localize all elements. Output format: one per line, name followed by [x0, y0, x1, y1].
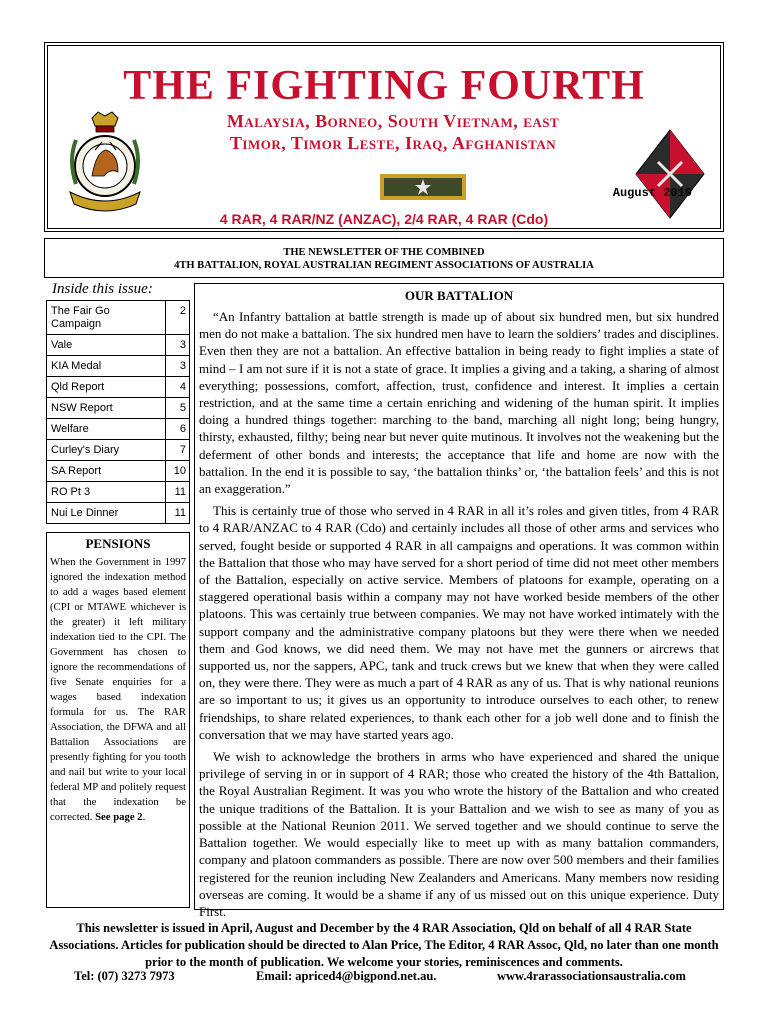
- toc-item[interactable]: NSW Report 5: [46, 397, 190, 418]
- subtitle-line-1: Malaysia, Borneo, South Vietnam, east: [226, 111, 560, 131]
- pensions-body: When the Government in 1997 ignored the indexation method to add a wages based element (CPI or MTAWE whichever is the greater) it left military indexation tied to the CPI. The Government has chosen to ignore the recommendations of five Senate enquiries for a wages based indexation formula for us. The RAR Association, the DFWA and all Battalion Associations are presently fighting for you tooth and nail but write to your local federal MP and politely request that the indexation be corrected.: [50, 556, 186, 823]
- battalions-line: 4 RAR, 4 RAR/NZ (ANZAC), 2/4 RAR, 4 RAR (Cdo): [219, 211, 549, 227]
- article-paragraph: “An Infantry battalion at battle strength is made up of about six hundred men, but six hundred men do not make a battalion. The six hundred men have to learn the soldiers’ trades and disciplines. Even then they are not a battalion. An effective battalion in being ready to fight implies a state of mind – I am not sure if it is not a state of grace. It implies a giving and a taking, a sharing of almost everything; possessions, comfort, affection, trust, confidence and interest. It implies a certain restriction, and at the same time a certain enriching and widening of the human spirit. It implies doing a hundred things together: marching to the band, marching all night long; being hungry, thirsty, exhausted, filthy; being near but never quite mutinous. It involves not the weakening but the deferment of other bonds and interests; the acceptance that life and home are now with the battalion. In the end it is possible to say, ‘the battalion thinks’ or, ‘the battalion feels’ and this is not an exaggeration.”: [199, 309, 719, 497]
- contact-email[interactable]: Email: apriced4@bigpond.net.au.: [256, 969, 437, 983]
- newsletter-header: [44, 238, 724, 278]
- subtitle-line-2: Timor, Timor Leste, Iraq, Afghanistan: [229, 133, 557, 153]
- battalion-colour-patch-icon: [630, 124, 710, 224]
- toc-item[interactable]: KIA Medal 3: [46, 355, 190, 376]
- toc-item[interactable]: SA Report 10: [46, 460, 190, 481]
- article-paragraph: We wish to acknowledge the brothers in arms who have experienced and shared the unique privilege of serving in or in support of 4 RAR; those who created the history of the 4th Battalion, the Royal Australian Regiment. It was you who wrote the history of the Battalion and who created the unique traditions of the Battalion. It is your Battalion and we wish to see as many of you as possible at the National Reunion 2011. We served together and we should continue to serve the Battalion together. We would especially like to meet up with as many battalion commanders, company and platoon commanders as possible. There are now over 500 members and their families registered for the reunion including New Zealanders and Americans. Many members now residing overseas are coming. It would be a shame if any of us missed out on this unique experience. Duty First.: [199, 749, 719, 919]
- article-heading: OUR BATTALION: [404, 288, 514, 303]
- toc-item[interactable]: Nui Le Dinner 11: [46, 502, 190, 524]
- contact-telephone: Tel: (07) 3273 7973: [74, 969, 175, 983]
- pensions-text: When the Government in 1997 ignored the indexation method to add a wages based element (CPI or MTAWE whichever is the greater) it left military indexation tied to the CPI. The Government has chosen to ignore the recommendations of five Senate enquiries for a wages based indexation formula for us. The RAR Association, the DFWA and all Battalion Associations are presently fighting for you tooth and nail but write to your local federal MP and politely request that the indexation be corrected. See page 2.: [50, 556, 186, 823]
- article-paragraph: This is certainly true of those who served in 4 RAR in all it’s roles and given titles, from 4 RAR to 4 RAR/ANZAC to 4 RAR (Cdo) and certainly includes all those of other arms and services who served, fought beside or supported 4 RAR in all campaigns and operations. It was common within the Battalion that those who may have served for a short period of time did not meet other members of the Battalion, especially on active service. Members of platoons for example, operating on a staggered operational basis within a company may not have worked beside members of the other platoons. This was certainly true between companies. We may not have worked intimately with the support company and the administrative company platoons but they were there when we needed them and God knows, we did need them. We may not have met the gunners or aircrews that supported us, nor the sappers, APC, tank and truck crews but we knew that when they were called on, they were there. They were as much a part of 4 RAR as any of us. That is why national reunions are so important to us; it gives us an opportunity to introduce ourselves to each other, to renew friendships, to share related experiences, to thank each other for a job well done and to finish the conversation that we may have started years ago.: [199, 503, 719, 742]
- pensions-heading: PENSIONS: [85, 536, 151, 551]
- unit-citation-ribbon-icon: [378, 166, 468, 206]
- newsletter-header-line-1: THE NEWSLETTER OF THE COMBINED: [283, 247, 485, 258]
- toc-item[interactable]: Welfare 6: [46, 418, 190, 439]
- issue-date: August 2010: [612, 186, 692, 200]
- pensions-box: [46, 532, 190, 908]
- inside-issue-label: Inside this issue:: [52, 281, 153, 297]
- regiment-crest-icon: [62, 110, 148, 220]
- masthead: [44, 42, 724, 232]
- toc-item[interactable]: The Fair Go Campaign 2: [46, 300, 190, 334]
- campaigns-subtitle: [168, 110, 618, 154]
- contact-website[interactable]: www.4rarassociationsaustralia.com: [497, 969, 686, 983]
- newsletter-title: THE FIGHTING FOURTH: [123, 63, 645, 109]
- toc-item[interactable]: Vale 3: [46, 334, 190, 355]
- toc-item[interactable]: Qld Report 4: [46, 376, 190, 397]
- newsletter-header-line-2: 4TH BATTALION, ROYAL AUSTRALIAN REGIMENT ASSOCIATIONS OF AUSTRALIA: [174, 260, 594, 271]
- table-of-contents: [46, 300, 190, 524]
- toc-item[interactable]: RO Pt 3 11: [46, 481, 190, 502]
- toc-item[interactable]: Curley's Diary 7: [46, 439, 190, 460]
- our-battalion-article: [194, 283, 724, 919]
- publication-notice: This newsletter is issued in April, August and December by the 4 RAR Association, Qld on behalf of all 4 RAR State Associations. Articles for publication should be directed to Alan Price, The Editor, 4 RAR Assoc, Qld, no later than one month prior to the month of publication. We welcome your stories, reminiscences and comments.: [49, 921, 719, 969]
- see-page-link[interactable]: See page 2: [95, 811, 143, 823]
